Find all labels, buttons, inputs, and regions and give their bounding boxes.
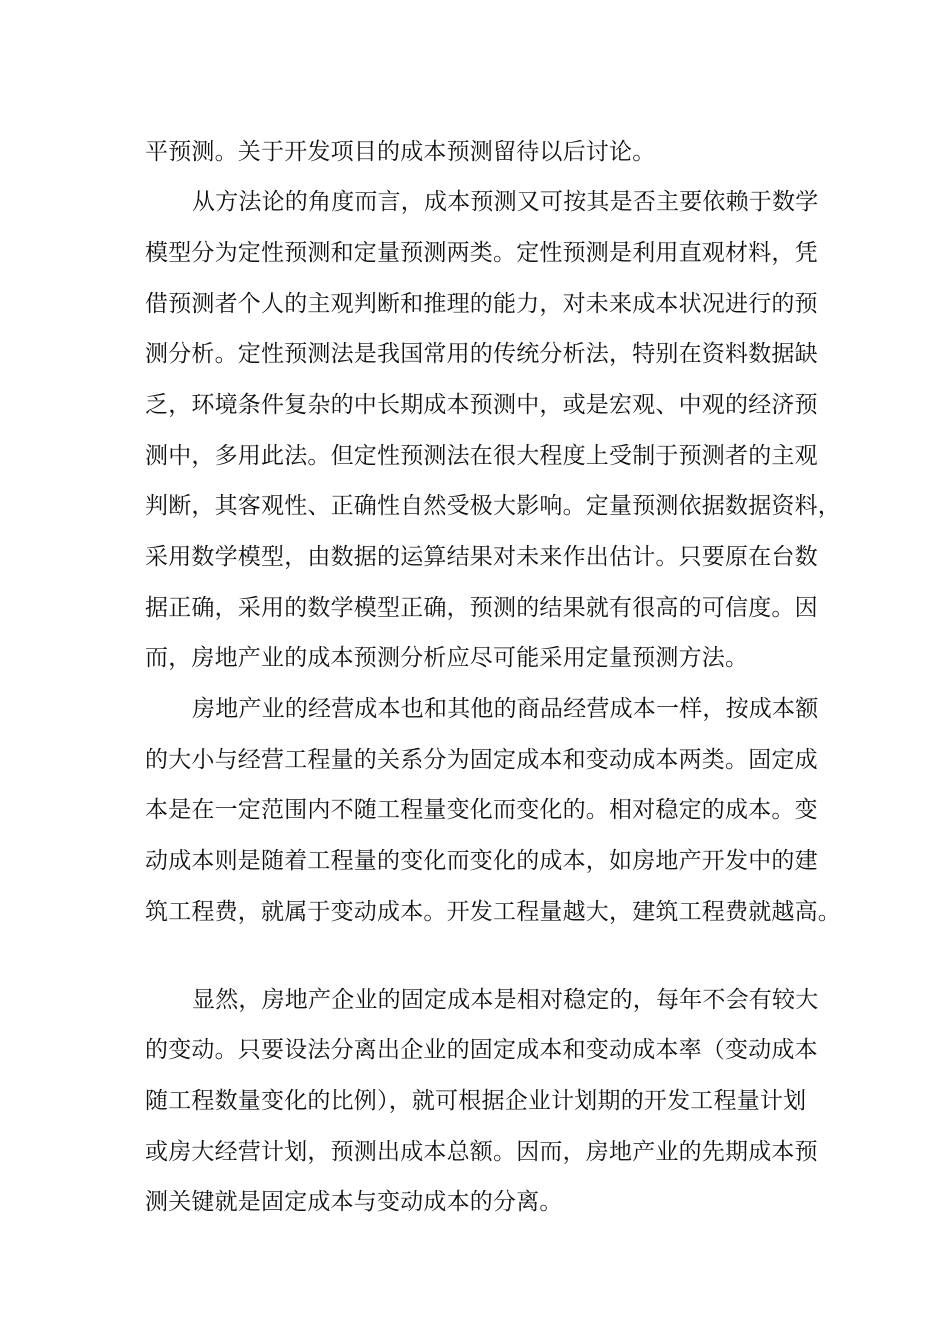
text-line: 测中，多用此法。但定性预测法在很大程度上受制于预测者的主观 [145, 443, 818, 469]
text-line: 测关键就是固定成本与变动成本的分离。 [145, 1189, 563, 1215]
text-line: 平预测。关于开发项目的成本预测留待以后讨论。 [145, 139, 656, 165]
text-line: 的大小与经营工程量的关系分为固定成本和变动成本两类。固定成 [145, 747, 818, 773]
text-line: 筑工程费，就属于变动成本。开发工程量越大，建筑工程费就越高。 [145, 899, 841, 925]
text-line: 借预测者个人的主观判断和推理的能力，对未来成本状况进行的预 [145, 291, 818, 317]
text-line: 随工程数量变化的比例），就可根据企业计划期的开发工程量计划 [145, 1088, 807, 1114]
text-line: 判断，其客观性、正确性自然受极大影响。定量预测依据数据资料， [145, 493, 841, 519]
paragraph-start-line: 房地产业的经营成本也和其他的商品经营成本一样，按成本额 [192, 696, 819, 722]
text-line: 或房大经营计划，预测出成本总额。因而，房地产业的先期成本预 [145, 1139, 818, 1165]
text-line: 采用数学模型，由数据的运算结果对未来作出估计。只要原在台数 [145, 544, 818, 570]
text-line: 本是在一定范围内不随工程量变化而变化的。相对稳定的成本。变 [145, 797, 818, 823]
text-line: 测分析。定性预测法是我国常用的传统分析法，特别在资料数据缺 [145, 341, 818, 367]
text-line: 模型分为定性预测和定量预测两类。定性预测是利用直观材料，凭 [145, 240, 818, 266]
paragraph-start-line: 显然，房地产企业的固定成本是相对稳定的，每年不会有较大 [192, 987, 819, 1013]
text-line: 据正确，采用的数学模型正确，预测的结果就有很高的可信度。因 [145, 595, 818, 621]
text-line: 而，房地产业的成本预测分析应尽可能采用定量预测方法。 [145, 645, 749, 671]
text-line: 的变动。只要设法分离出企业的固定成本和变动成本率（变动成本 [145, 1037, 818, 1063]
paragraph-start-line: 从方法论的角度而言，成本预测又可按其是否主要依赖于数学 [192, 189, 819, 215]
text-line: 乏，环境条件复杂的中长期成本预测中，或是宏观、中观的经济预 [145, 392, 818, 418]
text-line: 动成本则是随着工程量的变化而变化的成本，如房地产开发中的建 [145, 848, 818, 874]
